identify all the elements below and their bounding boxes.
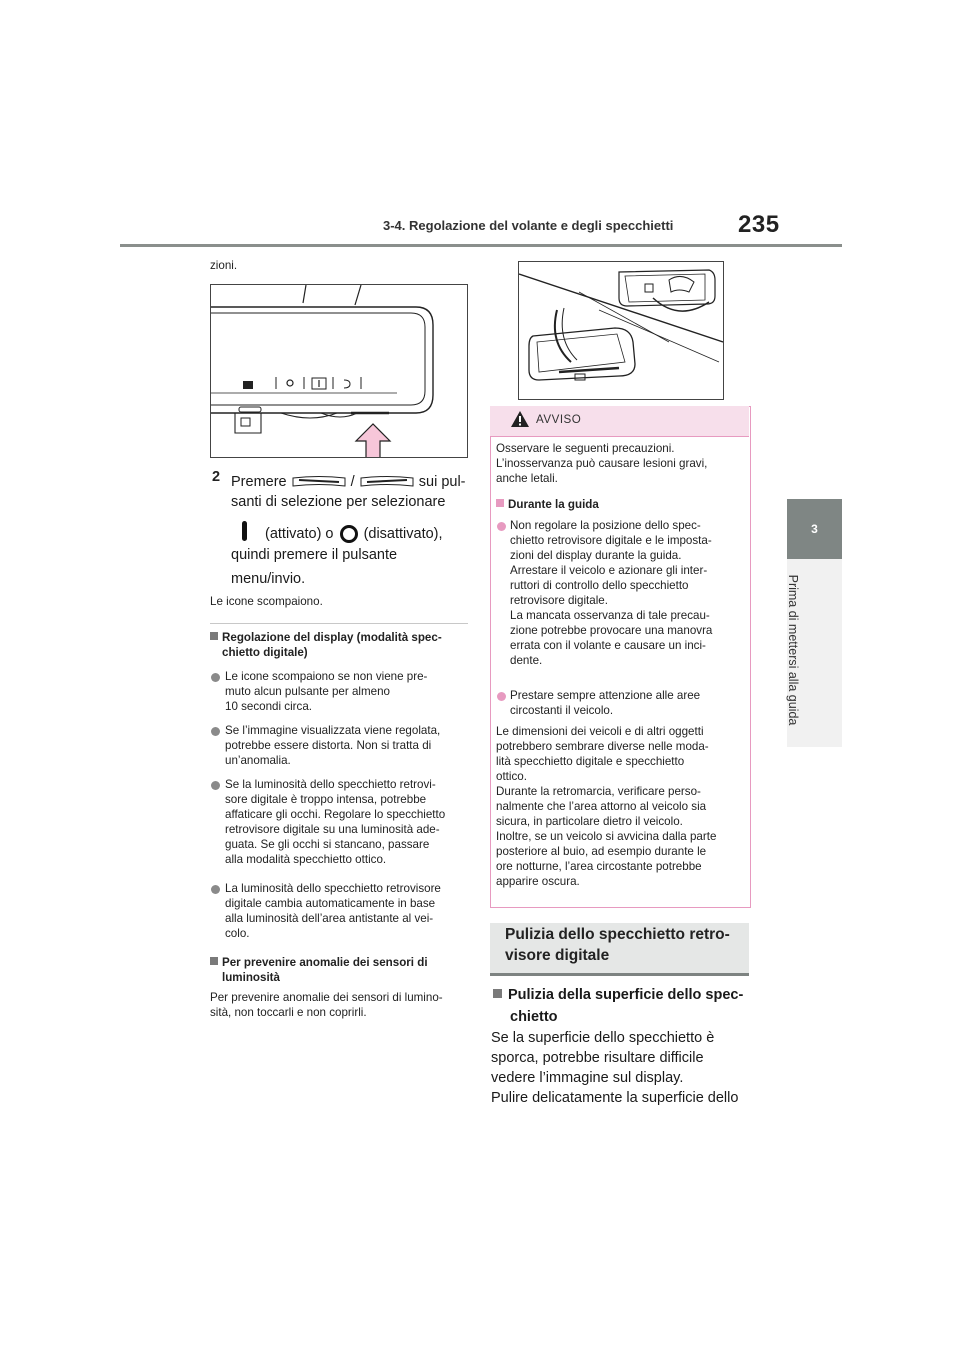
warning-paragraph: Le dimensioni dei veicoli e di altri oggetti potrebbero sembrare diverse nelle moda- lità specchietto digitale e specchietto ottico. Durante la retromarcia, verificare perso- nalmente che l’area attorno al veicolo sia sicura, in particolare dietro il veicolo. Inoltre, se un veicolo si avvicina dalla parte posteriore al buio, ad esempio durante le ore notturne, l’area circostante potrebbe apparire oscura. [496, 725, 717, 888]
subsection-heading: chietto [510, 1009, 558, 1025]
text-fragment: zioni. [210, 259, 238, 272]
section-heading: visore digitale [505, 947, 610, 964]
step-text: Premere [231, 474, 287, 490]
section-title: 3-4. Regolazione del volante e degli specchietti [383, 218, 674, 233]
step-number: 2 [212, 469, 221, 485]
step-line: menu/invio. [231, 571, 306, 587]
step-text: (attivato) o [265, 526, 334, 542]
divider [210, 623, 468, 624]
warning-bullet-text: Non regolare la posizione dello spec- chietto retrovisore digitale e le imposta- zioni del display durante la guida. Arrestare il veicolo e azionare gli inter- ruttori di controllo dello specchietto retrovisore digitale. La mancata osservanza di tale precau- zione potrebbe provocare una manovra errata con il volante e causare un inci- dente. [510, 519, 713, 667]
step-note: Le icone scompaiono. [210, 595, 323, 608]
mirror-mounted-drawing [519, 262, 723, 399]
switch-left-icon [291, 475, 347, 489]
page-number: 235 [738, 211, 780, 238]
bullet-dot-icon [497, 692, 506, 701]
bullet-text: Le icone scompaiono se non viene pre- muto alcun pulsante per almeno 10 secondi circa. [225, 670, 428, 713]
step-text: / [350, 474, 355, 490]
warning-intro: Osservare le seguenti precauzioni. L’inosservanza può causare lesioni gravi, anche letali. [496, 442, 708, 485]
square-bullet-icon [496, 499, 504, 507]
switch-right-icon [359, 475, 415, 489]
bullet-dot-icon [497, 522, 506, 531]
step-text: (disattivato), [363, 526, 443, 542]
mirror-illustration [210, 284, 468, 458]
chapter-label: Prima di mettersi alla guida [786, 574, 800, 726]
bullet-dot-icon [211, 727, 220, 736]
warning-subheading: Durante la guida [496, 497, 599, 512]
step-line: santi di selezione per selezionare [231, 494, 446, 510]
paragraph: Per prevenire anomalie dei sensori di lumino- sità, non toccarli e non coprirli. [210, 991, 443, 1019]
subsection-heading: Regolazione del display (modalità spec- chietto digitale) [210, 630, 442, 660]
square-bullet-icon [493, 989, 502, 998]
mirror-drawing [211, 285, 467, 457]
subsection-heading: Per prevenire anomalie dei sensori di luminosità [210, 955, 428, 985]
square-bullet-icon [210, 957, 218, 965]
header-rule [120, 244, 842, 247]
warning-bullet-text: Prestare sempre attenzione alle aree circostanti il veicolo. [510, 689, 701, 717]
bullet-text: La luminosità dello specchietto retrovisore digitale cambia automaticamente in base alla luminosità dell’area antistante al vei- colo. [225, 882, 441, 940]
step-line: quindi premere il pulsante [231, 547, 398, 563]
square-bullet-icon [210, 632, 218, 640]
step-text: sui pul- [418, 474, 466, 490]
bullet-dot-icon [211, 781, 220, 790]
chapter-number: 3 [811, 522, 818, 536]
section-heading: Pulizia dello specchietto retro- [505, 926, 730, 943]
mirror-mounted-illustration [518, 261, 724, 400]
subsection-heading: Pulizia della superficie dello spec- [493, 985, 743, 1005]
bullet-text: Se l’immagine visualizzata viene regolata, potrebbe essere distorta. Non si tratta di un’anomalia. [225, 724, 441, 767]
bullet-dot-icon [211, 885, 220, 894]
warning-triangle-icon [510, 409, 530, 429]
bullet-dot-icon [211, 673, 220, 682]
warning-title: AVVISO [536, 413, 582, 426]
bullet-text: Se la luminosità dello specchietto retrovi- sore digitale è troppo intensa, potrebbe affaticare gli occhi. Regolare lo specchietto retrovisore digitale su una luminosità ade- guata. Se gli occhi si stancano, passare alla modalità specchietto ottico. [225, 778, 446, 866]
body-paragraph: Se la superficie dello specchietto è sporca, potrebbe risultare difficile vedere l’immagine sul display. Pulire delicatamente la superficie dello [491, 1030, 739, 1106]
